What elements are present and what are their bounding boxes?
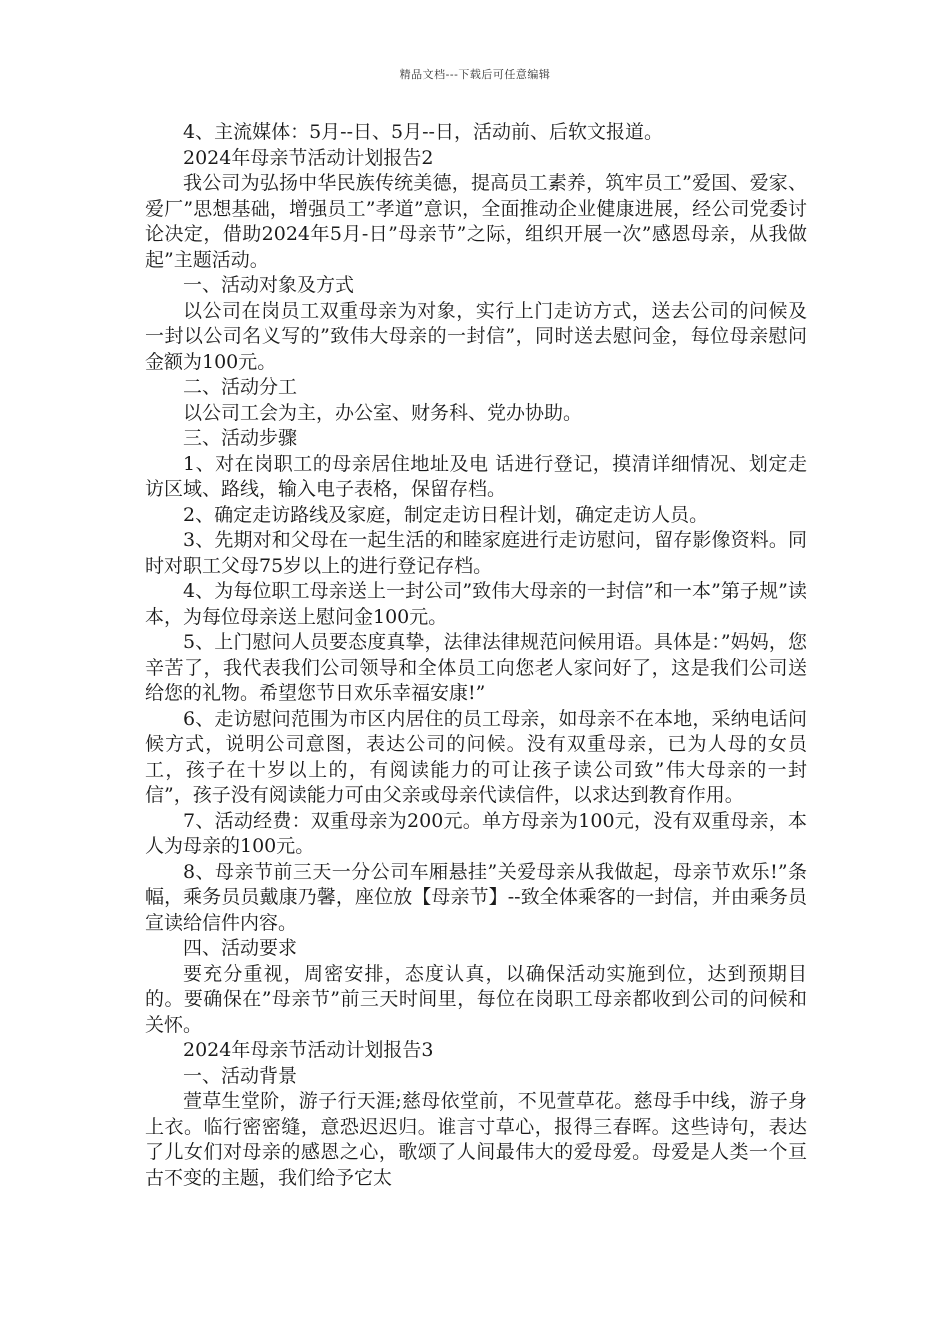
step-3: 3、先期对和父母在一起生活的和睦家庭进行走访慰问，留存影像资料。同时对职工父母75岁以上的进行登记存档。 xyxy=(145,529,807,577)
paragraph-activity-requirements: 要充分重视，周密安排，态度认真，以确保活动实施到位，达到预期目的。要确保在”母亲节”前三天时间里，每位在岗职工母亲都收到公司的问候和关怀。 xyxy=(145,962,807,1036)
heading-activity-requirements: 四、活动要求 xyxy=(183,937,298,959)
paragraph-intro: 我公司为弘扬中华民族传统美德，提高员工素养，筑牢员工”爱国、爱家、爱厂”思想基础，增强员工”孝道”意识，全面推动企业健康进展，经公司党委讨论决定，借助2024年5月-日”母亲节”之际，组织开展一次”感恩母亲，从我做起”主题活动。 xyxy=(145,172,807,271)
heading-activity-steps: 三、活动步骤 xyxy=(183,427,298,449)
step-8: 8、母亲节前三天一分公司车厢悬挂”关爱母亲从我做起，母亲节欢乐!”条幅，乘务员员戴康乃馨，座位放【母亲节】--致全体乘客的一封信，并由乘务员宣读给信件内容。 xyxy=(145,860,807,934)
section-title-report-2: 2024年母亲节活动计划报告2 xyxy=(183,146,434,169)
heading-division-of-labor: 二、活动分工 xyxy=(183,376,298,398)
step-2: 2、确定走访路线及家庭，制定走访日程计划，确定走访人员。 xyxy=(183,503,709,526)
step-4: 4、为每位职工母亲送上一封公司”致伟大母亲的一封信”和一本”第子规”读本，为每位母亲送上慰问金100元。 xyxy=(145,580,807,628)
section-title-report-3: 2024年母亲节活动计划报告3 xyxy=(183,1039,434,1061)
heading-activity-background: 一、活动背景 xyxy=(183,1064,298,1087)
step-6: 6、走访慰问范围为市区内居住的员工母亲，如母亲不在本地，采纳电话问候方式，说明公司意图，表达公司的问候。没有双重母亲，已为人母的女员工，孩子在十岁以上的，有阅读能力的可让孩子读公司致”伟大母亲的一封信”，孩子没有阅读能力可由父亲或母亲代读信件，以求达到教育作用。 xyxy=(145,707,807,806)
heading-activity-targets: 一、活动对象及方式 xyxy=(183,274,355,296)
paragraph-division-of-labor: 以公司工会为主，办公室、财务科、党办协助。 xyxy=(183,401,583,424)
step-5: 5、上门慰问人员要态度真挚，法律法律规范问候用语。具体是：”妈妈，您辛苦了，我代表我们公司领导和全体员工向您老人家问好了，这是我们公司送给您的礼物。希望您节日欢乐幸福安康!” xyxy=(145,631,807,704)
paragraph-activity-background: 萱草生堂阶，游子行天涯;慈母依堂前，不见萱草花。慈母手中线，游子身上衣。临行密密缝，意恐迟迟归。谁言寸草心，报得三春晖。这些诗句，表达了儿女们对母亲的感恩之心，歌颂了人间最伟大的爱母爱。母爱是人类一个亘古不变的主题，我们给予它太 xyxy=(145,1090,807,1189)
step-7: 7、活动经费：双重母亲为200元。单方母亲为100元，没有双重母亲，本人为母亲的100元。 xyxy=(145,809,807,857)
step-1: 1、对在岗职工的母亲居住地址及电 话进行登记，摸清详细情况、划定走访区域、路线，输入电子表格，保留存档。 xyxy=(145,452,807,500)
paragraph-media-schedule: 4、主流媒体：5月--日、5月--日，活动前、后软文报道。 xyxy=(183,121,663,143)
document-body xyxy=(145,120,807,1191)
page-header: 精品文档---下载后可任意编辑 xyxy=(399,68,551,81)
paragraph-activity-targets: 以公司在岗员工双重母亲为对象，实行上门走访方式，送去公司的问候及一封以公司名义写的”致伟大母亲的一封信”，同时送去慰问金，每位母亲慰问金额为100元。 xyxy=(145,299,807,373)
